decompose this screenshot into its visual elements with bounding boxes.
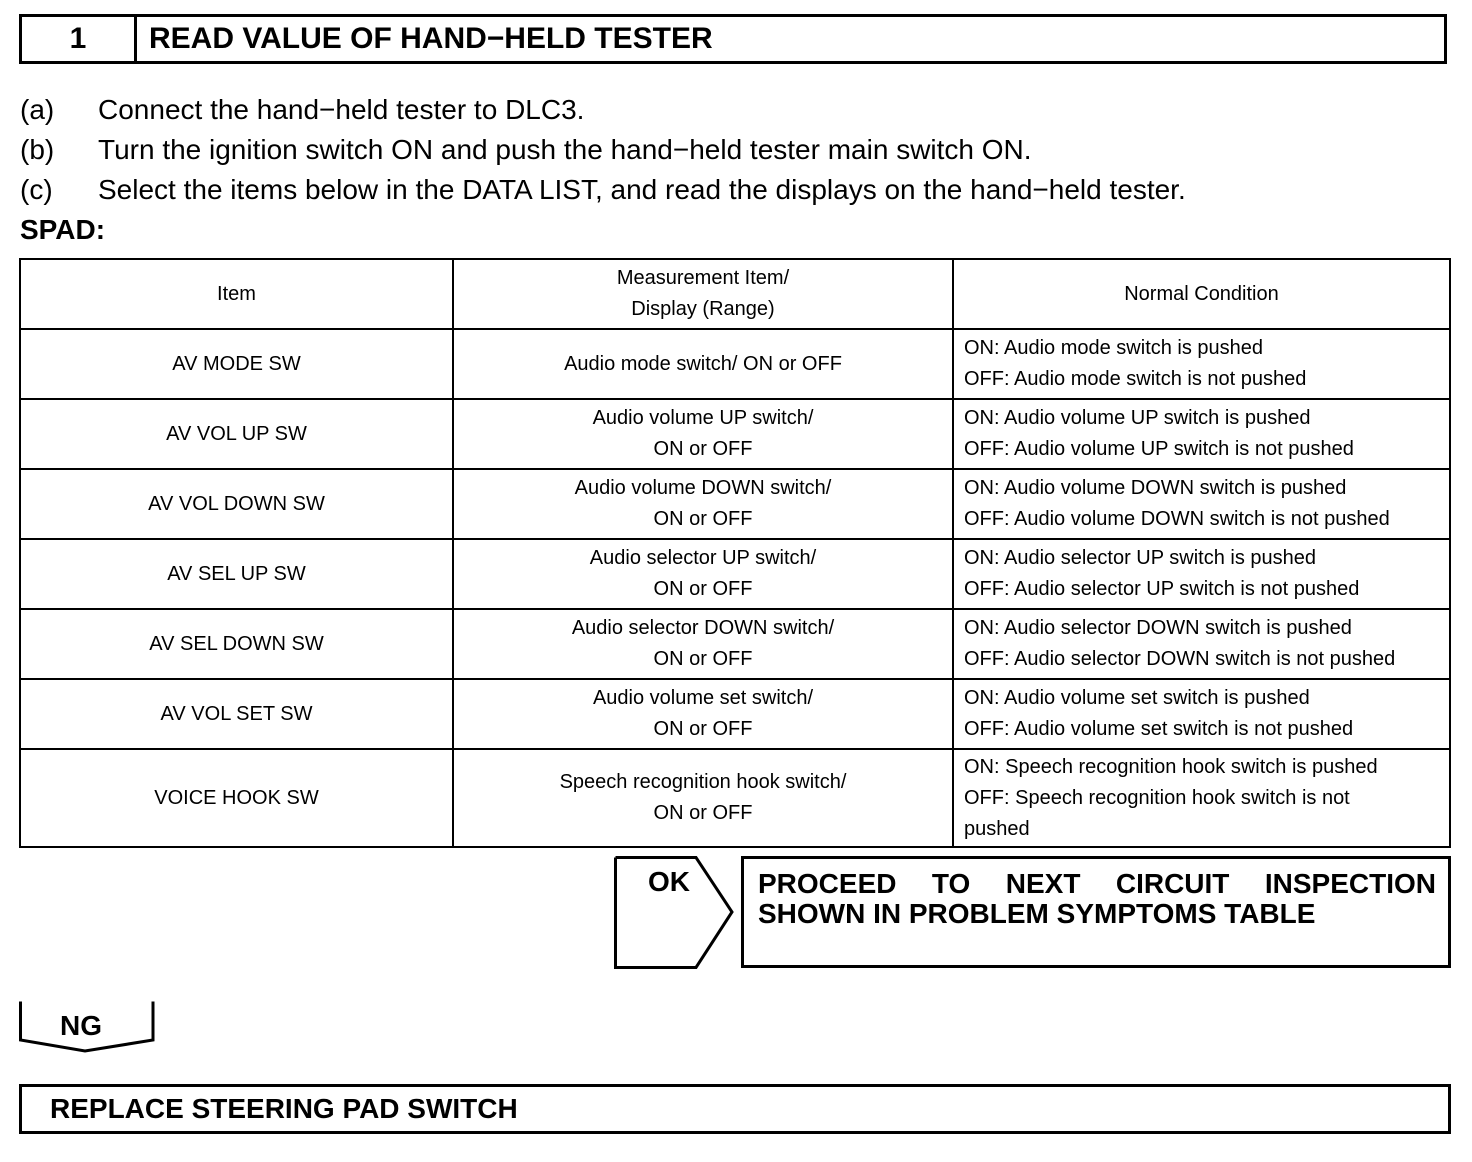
normal-on: ON: Audio selector UP switch is pushed — [964, 547, 1317, 569]
normal-cell — [953, 399, 1450, 469]
instruction-text: Connect the hand−held tester to DLC3. — [98, 94, 585, 125]
normal-on: ON: Audio mode switch is pushed — [964, 337, 1264, 359]
table-row — [20, 539, 1450, 609]
replace-action-box: REPLACE STEERING PAD SWITCH — [19, 1084, 1451, 1134]
measurement-cell — [453, 609, 953, 679]
step-title: READ VALUE OF HAND−HELD TESTER — [149, 22, 713, 55]
normal-on: ON: Speech recognition hook switch is pushed — [964, 755, 1378, 778]
instruction-label: (a) — [20, 94, 55, 125]
normal-off: OFF: Audio volume set switch is not pushed — [964, 718, 1354, 740]
item-cell: AV VOL DOWN SW — [20, 469, 453, 539]
step-header — [19, 14, 1447, 64]
measurement-line1: Audio selector UP switch/ — [589, 547, 817, 569]
data-list-table — [19, 258, 1451, 848]
instruction-b — [20, 134, 1032, 166]
normal-off: OFF: Audio selector DOWN switch is not pushed — [964, 648, 1396, 670]
measurement-line1: Audio volume set switch/ — [592, 687, 814, 709]
normal-off: OFF: Audio volume DOWN switch is not pushed — [964, 508, 1390, 530]
header-measurement — [453, 259, 953, 329]
item-cell: AV VOL SET SW — [20, 679, 453, 749]
item-cell: VOICE HOOK SW — [20, 749, 453, 847]
section-label: SPAD: — [20, 214, 106, 245]
normal-cell — [953, 539, 1450, 609]
normal-cell — [953, 609, 1450, 679]
header-normal: Normal Condition — [953, 259, 1450, 329]
normal-off: OFF: Audio mode switch is not pushed — [964, 368, 1307, 390]
measurement-cell — [453, 399, 953, 469]
measurement-line2: ON or OFF — [653, 648, 753, 670]
table-row — [20, 749, 1450, 847]
step-number: 1 — [22, 17, 137, 61]
normal-cell — [953, 679, 1450, 749]
measurement-line2: ON or OFF — [653, 802, 753, 824]
measurement-line2: ON or OFF — [653, 438, 753, 460]
measurement-cell — [453, 539, 953, 609]
item-cell: AV SEL DOWN SW — [20, 609, 453, 679]
measurement-line2: ON or OFF — [653, 508, 753, 530]
normal-off: OFF: Speech recognition hook switch is not — [964, 786, 1350, 809]
measurement-line1: Audio selector DOWN switch/ — [571, 617, 835, 639]
instruction-c — [20, 174, 1186, 206]
table-row — [20, 609, 1450, 679]
measurement-line1: Audio volume UP switch/ — [592, 407, 814, 429]
proceed-line1: PROCEED TO NEXT CIRCUIT INSPECTION — [758, 868, 1436, 899]
item-cell: AV VOL UP SW — [20, 399, 453, 469]
normal-on: ON: Audio volume set switch is pushed — [964, 687, 1310, 709]
normal-off-cont: pushed — [964, 817, 1030, 840]
item-cell: AV SEL UP SW — [20, 539, 453, 609]
normal-on: ON: Audio volume DOWN switch is pushed — [964, 477, 1347, 499]
item-cell: AV MODE SW — [20, 329, 453, 399]
normal-off: OFF: Audio volume UP switch is not pushed — [964, 438, 1354, 460]
instruction-text: Select the items below in the DATA LIST, and read the displays on the hand−held tester. — [98, 174, 1186, 205]
instruction-a — [20, 94, 584, 126]
instruction-label: (c) — [20, 174, 53, 205]
normal-cell — [953, 749, 1450, 847]
measurement-cell — [453, 679, 953, 749]
normal-off: OFF: Audio selector UP switch is not pushed — [964, 578, 1360, 600]
measurement-line2: ON or OFF — [653, 718, 753, 740]
instruction-label: (b) — [20, 134, 55, 165]
table-row — [20, 329, 1450, 399]
normal-cell — [953, 469, 1450, 539]
normal-on: ON: Audio selector DOWN switch is pushed — [964, 617, 1352, 639]
measurement-line1: Audio mode switch/ ON or OFF — [564, 352, 842, 375]
measurement-cell — [453, 329, 953, 399]
table-row — [20, 679, 1450, 749]
measurement-line1: Audio volume DOWN switch/ — [574, 477, 832, 499]
header-measurement-line2: Display (Range) — [631, 298, 775, 320]
normal-on: ON: Audio volume UP switch is pushed — [964, 407, 1311, 429]
measurement-line2: ON or OFF — [653, 578, 753, 600]
header-item: Item — [20, 259, 453, 329]
instruction-text: Turn the ignition switch ON and push the hand−held tester main switch ON. — [98, 134, 1032, 165]
table-row — [20, 469, 1450, 539]
measurement-line1: Speech recognition hook switch/ — [559, 771, 847, 793]
ok-label: OK — [648, 866, 690, 897]
measurement-cell — [453, 469, 953, 539]
table-row — [20, 399, 1450, 469]
proceed-line2: SHOWN IN PROBLEM SYMPTOMS TABLE — [758, 898, 1316, 929]
normal-cell — [953, 329, 1450, 399]
header-measurement-line1: Measurement Item/ — [616, 267, 790, 289]
measurement-cell — [453, 749, 953, 847]
ng-label: NG — [60, 1010, 102, 1041]
table-header-row — [20, 259, 1450, 329]
proceed-box — [741, 856, 1451, 968]
